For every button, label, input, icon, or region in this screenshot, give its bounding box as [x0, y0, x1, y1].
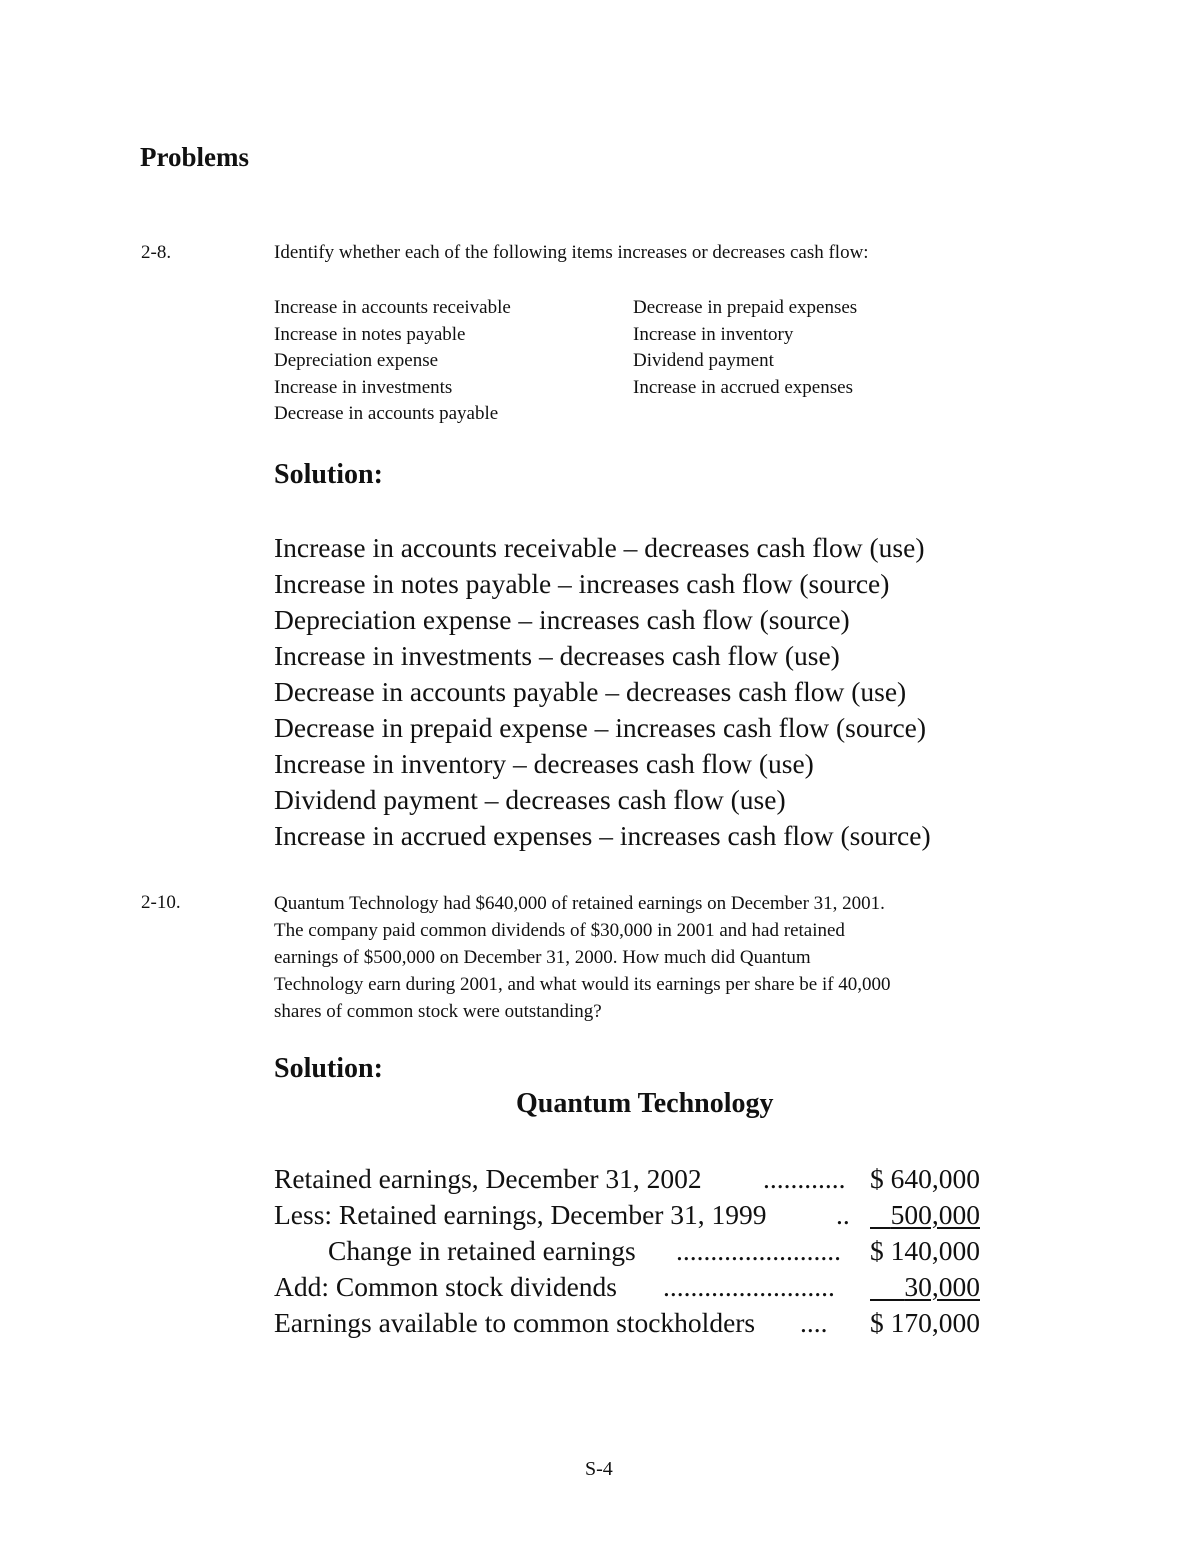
prompt-line: Quantum Technology had $640,000 of retained earnings on December 31, 2001. [274, 893, 885, 914]
ledger-row [274, 1233, 980, 1269]
ledger-amount: $ 170,000 [870, 1307, 980, 1338]
ledger-row [274, 1161, 980, 1197]
prompt-line: earnings of $500,000 on December 31, 2000. How much did Quantum [274, 947, 811, 968]
ledger-row [274, 1305, 980, 1341]
answer-line: Increase in inventory – decreases cash flow (use) [274, 748, 814, 779]
section-heading: Problems [140, 142, 249, 172]
ledger-label: Change in retained earnings [328, 1235, 636, 1266]
leader-dots: .... [800, 1307, 828, 1338]
list-item: Increase in accrued expenses [633, 376, 853, 398]
list-item: Dividend payment [633, 350, 774, 371]
ledger-label: Earnings available to common stockholders [274, 1307, 756, 1338]
prompt-line: Technology earn during 2001, and what would its earnings per share be if 40,000 [274, 974, 891, 995]
problem-number-2-10: 2-10. [141, 892, 181, 913]
leader-dots: ........................ [676, 1235, 841, 1266]
items-list-right [633, 295, 857, 401]
list-item: Decrease in accounts payable [274, 403, 499, 424]
solution-label-2-8: Solution: [274, 459, 383, 490]
solution-label-2-10: Solution: [274, 1053, 383, 1084]
problem-2-10-prompt [274, 890, 1054, 1025]
ledger-amount: $ 140,000 [870, 1235, 980, 1266]
ledger-label: Add: Common stock dividends [274, 1271, 617, 1302]
list-item: Decrease in prepaid expenses [633, 297, 858, 318]
company-title: Quantum Technology [516, 1088, 774, 1119]
list-item: Increase in accounts receivable [274, 297, 511, 318]
list-item: Increase in notes payable [274, 323, 466, 345]
answer-line: Increase in accrued expenses – increases cash flow (source) [274, 820, 931, 851]
retained-earnings-statement [274, 1161, 980, 1341]
ledger-row [274, 1197, 980, 1233]
answers-list-2-8 [274, 530, 931, 854]
list-item: Increase in inventory [633, 323, 794, 345]
leader-dots: ......................... [663, 1271, 835, 1302]
ledger-amount: 500,000 [890, 1199, 980, 1230]
answer-line: Increase in investments – decreases cash flow (use) [274, 640, 840, 671]
answer-line: Increase in accounts receivable – decreases cash flow (use) [274, 532, 925, 563]
list-item: Depreciation expense [274, 350, 439, 371]
leader-dots: ............ [763, 1163, 846, 1194]
list-item: Increase in investments [274, 376, 453, 398]
ledger-row [274, 1269, 980, 1305]
problem-2-8-prompt: Identify whether each of the following items increases or decreases cash flow: [274, 242, 869, 263]
ledger-label: Less: Retained earnings, December 31, 1999 [274, 1199, 767, 1230]
prompt-line: shares of common stock were outstanding? [274, 1001, 602, 1022]
problem-number-2-8: 2-8. [141, 242, 172, 263]
answer-line: Decrease in accounts payable – decreases cash flow (use) [274, 676, 907, 707]
leader-dots: .. [836, 1199, 850, 1230]
answer-line: Dividend payment – decreases cash flow (use) [274, 784, 786, 815]
ledger-amount: $ 640,000 [870, 1163, 980, 1194]
page-number: S-4 [585, 1458, 613, 1480]
ledger-amount: 30,000 [904, 1271, 980, 1302]
items-list-left [274, 295, 511, 428]
prompt-line: The company paid common dividends of $30,000 in 2001 and had retained [274, 920, 845, 941]
answer-line: Depreciation expense – increases cash flow (source) [274, 604, 850, 635]
ledger-label: Retained earnings, December 31, 2002 [274, 1163, 702, 1194]
answer-line: Increase in notes payable – increases cash flow (source) [274, 568, 890, 599]
answer-line: Decrease in prepaid expense – increases cash flow (source) [274, 712, 927, 743]
